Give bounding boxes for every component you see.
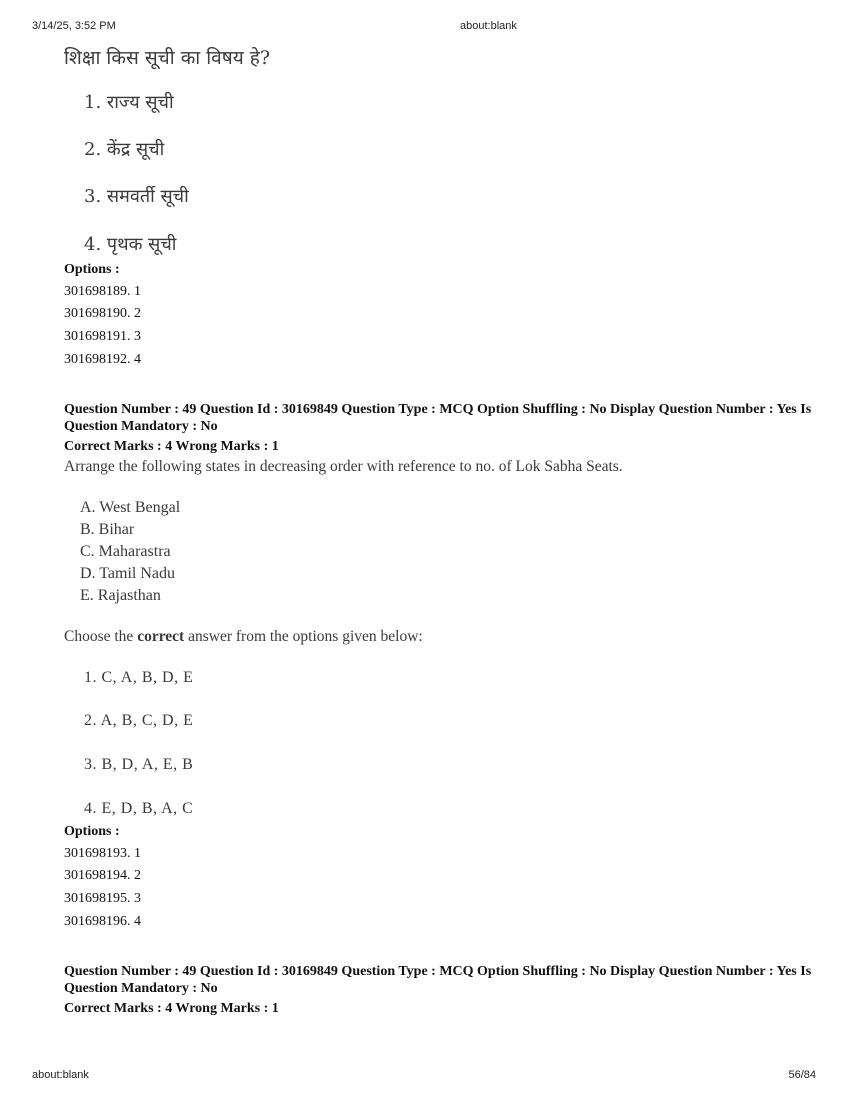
q49-meta-line1: Question Number : 49 Question Id : 30169849 Question Type : MCQ Option Shuffling : No Display Question Number : Yes Is Question Mandatory : No [64,402,812,434]
q49-choice-1: 1. C, A, B, D, E [84,669,194,686]
q48-choice-1: 1. राज्य सूची [84,92,174,113]
q49-choice-3: 3. B, D, A, E, B [84,756,194,773]
footer-url: about:blank [32,1069,89,1081]
q49-option-id-1: 301698193. 1 [64,846,141,861]
q48-option-id-2: 301698190. 2 [64,306,141,321]
q49-instruction-suffix: answer from the options given below: [184,628,423,645]
q50-meta-line1: Question Number : 49 Question Id : 30169849 Question Type : MCQ Option Shuffling : No Display Question Number : Yes Is Question Mandatory : No [64,964,812,996]
q48-question-text: शिक्षा किस सूची का विषय हे? [64,47,271,69]
q49-choice-4: 4. E, D, B, A, C [84,800,194,817]
q49-meta-line2: Correct Marks : 4 Wrong Marks : 1 [64,439,279,454]
q48-choice-3: 3. समवर्ती सूची [84,186,189,207]
q49-option-id-4: 301698196. 4 [64,914,141,929]
q48-choice-4: 4. पृथक सूची [84,234,177,255]
q50-meta [64,963,824,1017]
q48-options-label: Options : [64,262,120,277]
q49-options-label: Options : [64,824,120,839]
q49-option-id-2: 301698194. 2 [64,868,141,883]
q48-option-id-3: 301698191. 3 [64,329,141,344]
q48-option-id-1: 301698189. 1 [64,284,141,299]
q49-instruction-prefix: Choose the [64,628,138,645]
q48-option-id-4: 301698192. 4 [64,352,141,367]
q49-option-id-3: 301698195. 3 [64,891,141,906]
q49-choice-2: 2. A, B, C, D, E [84,712,194,729]
q49-statement-d: D. Tamil Nadu [80,565,176,582]
q49-statement-c: C. Maharastra [80,543,171,560]
q50-meta-line2: Correct Marks : 4 Wrong Marks : 1 [64,1001,279,1016]
q48-choice-2: 2. केंद्र सूची [84,139,165,160]
q49-meta [64,401,824,455]
q49-statement-b: B. Bihar [80,521,135,538]
q49-question-text: Arrange the following states in decreasing order with reference to no. of Lok Sabha Seats. [64,458,623,475]
q49-statement-a: A. West Bengal [80,499,181,516]
q49-statement-e: E. Rajasthan [80,587,161,604]
page-number: 56/84 [788,1069,816,1081]
q49-instruction [64,628,423,646]
print-datetime: 3/14/25, 3:52 PM [32,20,116,32]
print-url: about:blank [460,20,517,32]
q49-instruction-bold: correct [137,628,185,645]
